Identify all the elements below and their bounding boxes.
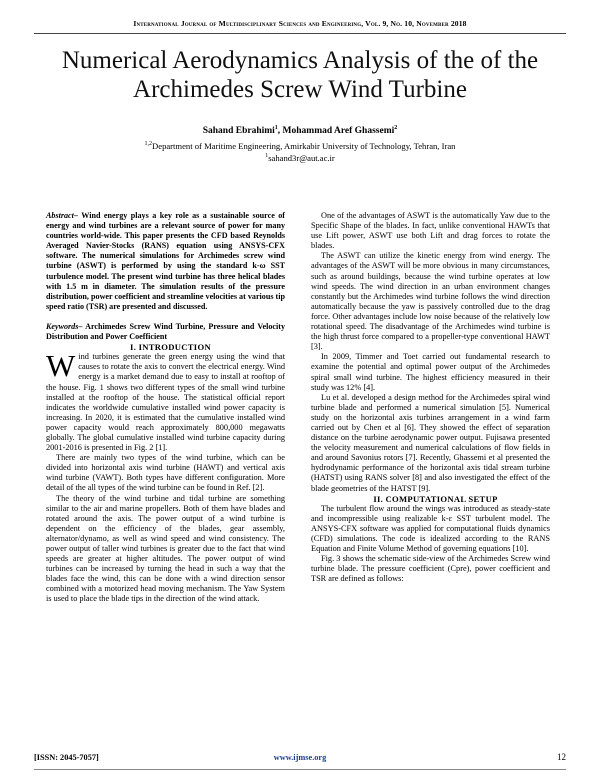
keywords-label: Keywords [46, 321, 79, 331]
abstract-label: Abstract [46, 211, 74, 220]
author-affil-mark: 2 [394, 124, 398, 131]
right-column [311, 211, 550, 584]
email-mark: 1 [265, 153, 269, 160]
paper-title: Numerical Aerodynamics Analysis of the of the Archimedes Screw Wind Turbine [61, 47, 539, 103]
author-separator: , [277, 126, 283, 136]
paragraph: There are mainly two types of the wind turbine, which can be divided into horizontal axis wind turbine (HAWT) and vertical axis wind turbine (VAWT). Both types have different configuration. More detail of the all types of the wind turbine can be found in Ref. [2]. [46, 453, 285, 493]
abstract-text: – Wind energy plays a key role as a sustainable source of energy and wind turbines are a relevant source of power for many countries world-wide. This paper presents the CFD based Reynolds Averaged Navier-Stocks (RANS) equation using ANSYS-CFX software. The numerical simulations for Archimedes screw wind turbine (ASWT) is performed by using the standard k-ω SST turbulence model. The present wind turbine has three helical blades with 1.5 m in diameter. The simulation results of the pressure distribution, power coefficient and streamline velocities at various tip speed ratio (TSR) are presented and discussed. [46, 211, 285, 311]
author-line [34, 126, 566, 136]
footer-issn: [ISSN: 2045-7057] [34, 753, 99, 762]
author-name: Sahand Ebrahimi [202, 126, 275, 136]
footer-divider [34, 769, 566, 770]
paragraph [46, 348, 285, 453]
affiliation-mark: 1,2 [144, 141, 153, 148]
paragraph: Fig. 3 shows the schematic side-view of the Archimedes Screw wind turbine blade. The pressure coefficient (Cpre), power coefficient and TSR are defined as follows: [311, 554, 550, 584]
section-heading-computational-setup: II. COMPUTATIONAL SETUP [373, 493, 498, 504]
affiliation [34, 141, 566, 151]
footer-website-link[interactable]: www.ijmse.org [273, 753, 327, 762]
paragraph: The theory of the wind turbine and tidal turbine are something similar to the air and marine propellers. Both of them have blades and rotated around the axis. The power output of a wind turbine is dependent on the efficiency of the blades, gear assembly, alternator/dynamo, as well as wind speed and wind consistency. The power output of taller wind turbines is greater due to the fact that wind speeds are greater at higher altitudes. The power output of wind turbines can be increased by turning the head in such a way that the blades face the wind, this can be done with a wind direction sensor combined with a motorized head moving mechanism. The Yaw System is used to place the blade tips in the direction of the wind attack. [46, 493, 285, 604]
left-column [46, 211, 285, 605]
paragraph: The ASWT can utilize the kinetic energy from wind energy. The advantages of the ASWT will be more obvious in many circumstances, such as around buildings, because the wind turbine operates at low wind speeds. The wind direction in an urban environment changes constantly but the Archimedes wind turbine follows the wind direction automatically because the yaw is passively controlled due to the drag force. Other advantages include low noise because of the relatively low rotational speed. The disadvantage of the Archimedes wind turbine is the high thrust force compared to a propeller-type conventional HAWT [3]. [311, 251, 550, 352]
paragraph: In 2009, Timmer and Toet carried out fundamental research to examine the potential and optimal power output of the Archimedes spiral small wind turbine. The highest efficiency measured in their study was 12% [4]. [311, 352, 550, 392]
paragraph: The turbulent flow around the wings was introduced as steady-state and incompressible using realizable k-ε SST turbulent model. The ANSYS-CFX software was applied for computational fluids dynamics (CFD) simulations. The code is idealized according to the RANS Equation and Finite Volume Method of governing equations [10]. [311, 503, 550, 554]
paragraph-text: ind turbines generate the green energy using the wind that causes to rotate the axis to convert the electrical energy. Wind energy is a market demand due to easy to install at rooftop of the house. Fig. 1 shows two different types of the small wind turbine installed at the rooftop of the house. The statistical official report indicates the worldwide cumulative installed wind power capacity is increasing. In 2020, it is estimated that the cumulative installed wind power capacity would reach approximately 800,000 megawatts globally. The global cumulative installed wind turbine capacity during 2001-2016 is presented in Fig. 2 [1]. [46, 352, 285, 453]
paragraph: Lu et al. developed a design method for the Archimedes spiral wind turbine blade and performed a numerical simulation [5]. Numerical study on the horizontal axis turbines arrangement in a wind farm carried out by Chen et al [6]. They showed the effect of separation distance on the turbine aerodynamic power output. Fujisawa presented the velocity measurement and numerical calculations of flow fields in and around Savonius rotors [7]. Recently, Ghassemi et al presented the hydrodynamic performance of the horizontal axis tidal stream turbine (HATST) using RANS solver [8] and also investigated the effect of the blade geometries of the HATST [9]. [311, 392, 550, 493]
page-number: 12 [557, 752, 566, 762]
section-heading-introduction: I. INTRODUCTION [130, 342, 211, 353]
journal-header: International Journal of Multidisciplinary Sciences and Engineering, Vol. 9, No. 10, November 2018 [133, 19, 467, 28]
affiliation-text: Department of Maritime Engineering, Amirkabir University of Technology, Tehran, Iran [152, 141, 456, 151]
drop-cap: W [46, 348, 76, 384]
author-affil-mark: 1 [274, 124, 278, 131]
contact-email [34, 153, 566, 163]
keywords [46, 322, 285, 342]
author-name: Mohammad Aref Ghassemi [282, 126, 395, 136]
abstract [46, 211, 285, 312]
keywords-text: – Archimedes Screw Wind Turbine, Pressure and Velocity Distribution and Power Coefficient [46, 321, 285, 342]
paragraph: One of the advantages of ASWT is the automatically Yaw due to the Specific Shape of the blades. In fact, unlike conventional HAWTs that use Lift power, ASWT use both Lift and drag forces to rotate the blades. [311, 211, 550, 251]
header-divider [34, 33, 566, 34]
email-text: sahand3r@aut.ac.ir [268, 153, 335, 163]
